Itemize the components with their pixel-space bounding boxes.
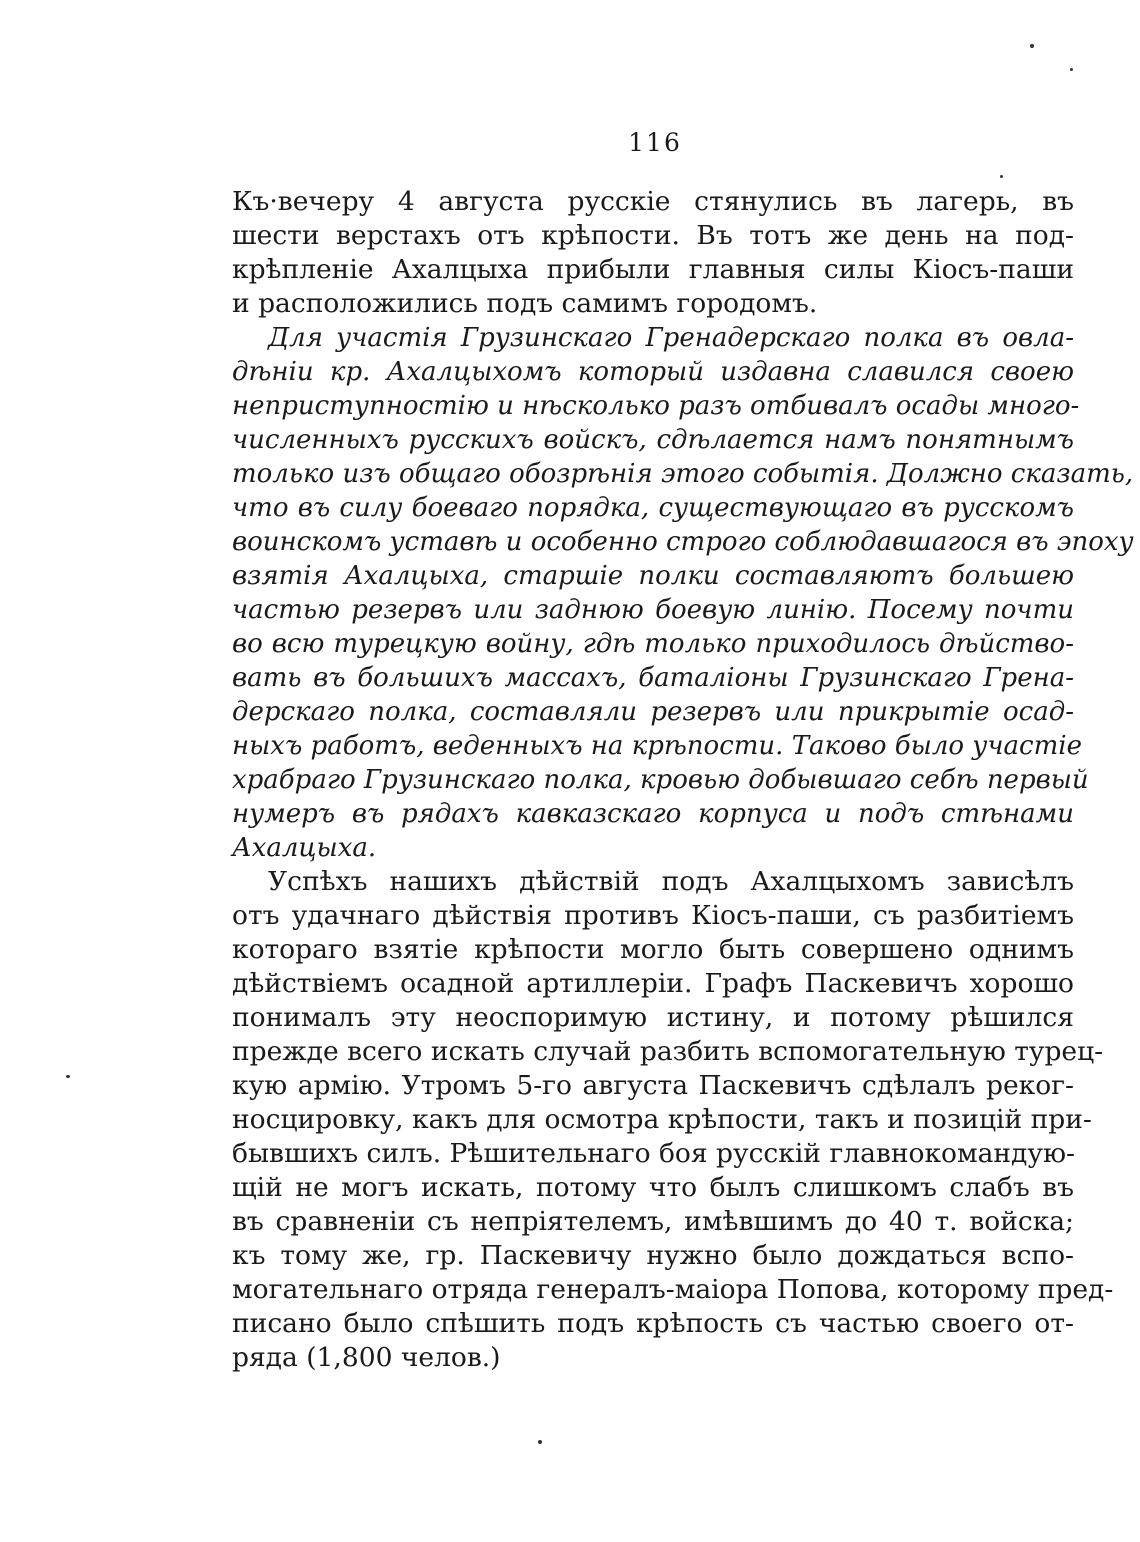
- scan-speck: [538, 1440, 542, 1444]
- text-line: только изъ общаго обозрѣнія этого событія. Должно сказать,: [232, 459, 1134, 489]
- text-line: въ сравненіи съ непріятелемъ, имѣвшимъ до 40 т. войска;: [232, 1206, 1074, 1237]
- text-line: Ахалцыха.: [232, 833, 377, 863]
- scan-speck: [1030, 44, 1034, 48]
- text-line: кую армію. Утромъ 5-го августа Паскевичъ сдѣлалъ реког-: [232, 1070, 1074, 1101]
- text-line: что въ силу боеваго порядка, существующаго въ русскомъ: [232, 493, 1074, 523]
- text-line: щій не могъ искать, потому что былъ слишкомъ слабъ въ: [232, 1172, 1074, 1203]
- text-line: могательнаго отряда генералъ-маіора Попова, которому пред-: [232, 1274, 1114, 1305]
- text-line: понималъ эту неоспоримую истину, и потому рѣшился: [232, 1002, 1074, 1033]
- scan-speck: [1000, 175, 1003, 178]
- text-line: дѣйствіемъ осадной артиллеріи. Графъ Паскевичъ хорошо: [232, 968, 1074, 999]
- text-line: крѣпленіе Ахалцыха прибыли главныя силы Кіосъ-паши: [232, 254, 1074, 285]
- text-line: вать въ большихъ массахъ, баталіоны Грузинскаго Грена-: [232, 663, 1074, 693]
- page-number: 116: [628, 128, 682, 157]
- paragraph-3: [232, 865, 1114, 1375]
- scan-speck: [66, 1075, 70, 1078]
- text-line: отъ удачнаго дѣйствія противъ Кіосъ-паши, съ разбитіемъ: [232, 900, 1074, 931]
- text-line: ряда (1,800 челов.): [232, 1342, 501, 1373]
- text-line: во всю турецкую войну, гдѣ только приходилось дѣйство-: [232, 629, 1074, 659]
- paragraph-1: [232, 185, 1074, 321]
- text-line: неприступностію и нѣсколько разъ отбивалъ осады много-: [232, 391, 1080, 421]
- scan-speck: [1070, 68, 1073, 71]
- text-line: писано было спѣшить подъ крѣпость съ частью своего от-: [232, 1308, 1074, 1339]
- text-line: дѣніи кр. Ахалцыхомъ который издавна славился своею: [232, 357, 1074, 387]
- text-line: къ тому же, гр. Паскевичу нужно было дождаться вспо-: [232, 1240, 1074, 1271]
- paragraph-2-italic: [232, 321, 1134, 865]
- text-line: взятія Ахалцыха, старшіе полки составляютъ большею: [232, 561, 1074, 591]
- text-line: шести верстахъ отъ крѣпости. Въ тотъ же день на под-: [232, 220, 1074, 251]
- text-line: воинскомъ уставѣ и особенно строго соблюдавшагося въ эпоху: [232, 527, 1134, 557]
- text-line: Къ·вечеру 4 августа русскіе стянулись въ лагерь, въ: [232, 186, 1074, 217]
- text-line: дерскаго полка, составляли резервъ или прикрытіе осад-: [232, 697, 1074, 727]
- text-line: прежде всего искать случай разбить вспомогательную турец-: [232, 1036, 1104, 1067]
- text-line: Успѣхъ нашихъ дѣйствій подъ Ахалцыхомъ зависѣлъ: [268, 866, 1074, 897]
- text-line: Для участія Грузинскаго Гренадерскаго полка въ овла-: [268, 323, 1074, 353]
- text-line: нумеръ въ рядахъ кавказскаго корпуса и подъ стѣнами: [232, 799, 1074, 829]
- text-line: носцировку, какъ для осмотра крѣпости, такъ и позицій при-: [232, 1104, 1092, 1135]
- text-line: бывшихъ силъ. Рѣшительнаго боя русскій главнокомандую-: [232, 1138, 1075, 1169]
- body-text: [232, 185, 1134, 1375]
- text-line: храбраго Грузинскаго полка, кровью добывшаго себѣ первый: [232, 765, 1089, 795]
- text-line: и расположились подъ самимъ городомъ.: [232, 288, 818, 319]
- text-line: ныхъ работъ, веденныхъ на крѣпости. Таково было участіе: [232, 731, 1082, 761]
- text-line: численныхъ русскихъ войскъ, сдѣлается намъ понятнымъ: [232, 425, 1074, 455]
- text-line: котораго взятіе крѣпости могло быть совершено однимъ: [232, 934, 1074, 965]
- text-line: частью резервъ или заднюю боевую линію. Посему почти: [232, 595, 1074, 625]
